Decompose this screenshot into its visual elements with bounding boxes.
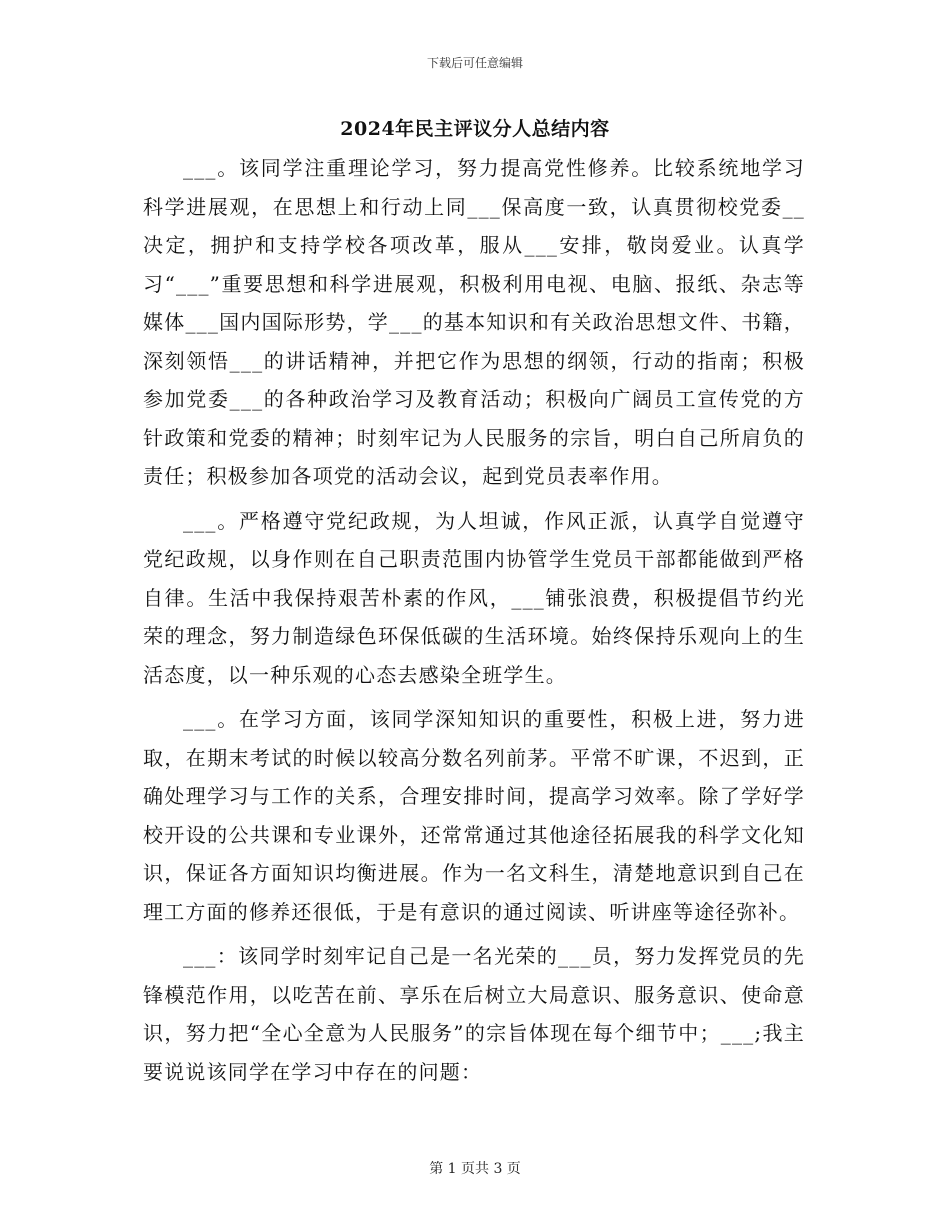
page-number: 第 1 页共 3 页	[429, 1161, 521, 1177]
document-title: 2024年民主评议分人总结内容	[340, 118, 610, 140]
paragraph-discipline: ___。严格遵守党纪政规，为人坦诚，作风正派，认真学自觉遵守党纪政规，以身作则在自己职责范围内协管学生党员干部都能做到严格自律。生活中我保持艰苦朴素的作风，___铺张浪费，积极提倡节约光荣的理念，努力制造绿色环保低碳的生活环境。始终保持乐观向上的生活态度，以一种乐观的心态去感染全班学生。	[143, 508, 805, 687]
paragraph-learning: ___。在学习方面，该同学深知知识的重要性，积极上进，努力进取，在期末考试的时候以较高分数名列前茅。平常不旷课，不迟到，正确处理学习与工作的关系，合理安排时间，提高学习效率。除了学好学校开设的公共课和专业课外，还常常通过其他途径拓展我的科学文化知识，保证各方面知识均衡进展。作为一名文科生，清楚地意识到自己在理工方面的修养还很低，于是有意识的通过阅读、听讲座等途径弥补。	[143, 707, 805, 924]
paragraph-party-member: ___：该同学时刻牢记自己是一名光荣的___员，努力发挥党员的先锋模范作用，以吃苦在前、享乐在后树立大局意识、服务意识、使命意识，努力把“全心全意为人民服务”的宗旨体现在每个细节中；___;我主要说说该同学在学习中存在的问题：	[143, 944, 805, 1084]
document-body	[143, 149, 805, 1097]
header-note: 下载后可任意编辑	[426, 56, 523, 70]
paragraph-theory-study: ___。该同学注重理论学习，努力提高党性修养。比较系统地学习科学进展观，在思想上和行动上同___保高度一致，认真贯彻校党委__决定，拥护和支持学校各项改革，服从___安排，敬岗爱业。认真学习“___”重要思想和科学进展观，积极利用电视、电脑、报纸、杂志等媒体___国内国际形势，学___的基本知识和有关政治思想文件、书籍，深刻领悟___的讲话精神，并把它作为思想的纲领，行动的指南；积极参加党委___的各种政治学习及教育活动；积极向广阔员工宣传党的方针政策和党委的精神；时刻牢记为人民服务的宗旨，明白自己所肩负的责任；积极参加各项党的活动会议，起到党员表率作用。	[143, 156, 805, 488]
